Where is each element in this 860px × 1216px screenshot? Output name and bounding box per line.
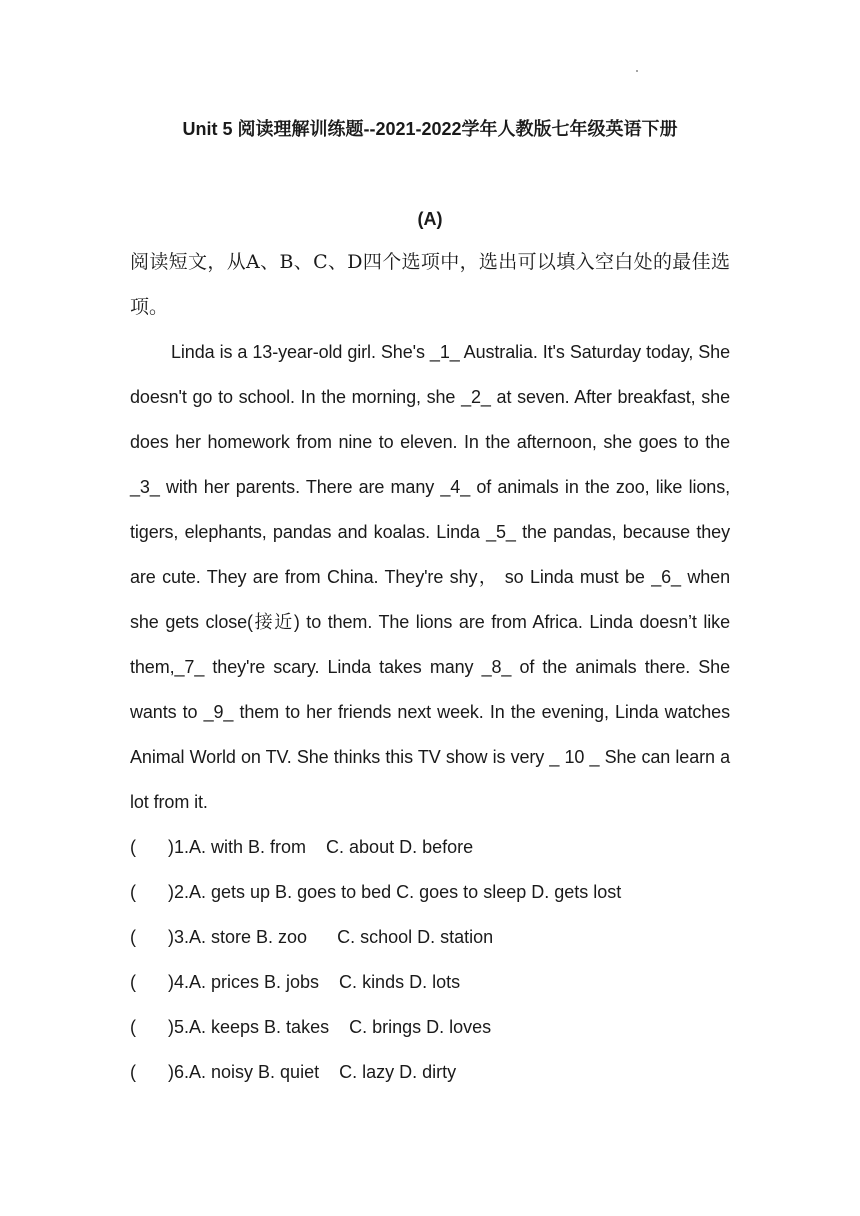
question-text: )2.A. gets up B. goes to bed C. goes to sleep D. gets lost [168,882,622,902]
question-item [130,1050,730,1095]
answer-blank: ( [130,1062,136,1082]
answer-blank: ( [130,1017,136,1037]
document-body [130,240,730,1095]
answer-blank: ( [130,927,136,947]
instruction-text: 阅读短文，从A、B、C、D四个选项中，选出可以填入空白处的最佳选项。 [130,251,730,318]
question-text: )3.A. store B. zoo C. school D. station [168,927,494,947]
page-mark [636,70,638,72]
question-text: )4.A. prices B. jobs C. kinds D. lots [168,972,461,992]
question-item [130,915,730,960]
question-text: )1.A. with B. from C. about D. before [168,837,474,857]
question-item [130,825,730,870]
question-item [130,870,730,915]
question-text: )5.A. keeps B. takes C. brings D. loves [168,1017,492,1037]
answer-blank: ( [130,882,136,902]
question-text: )6.A. noisy B. quiet C. lazy D. dirty [168,1062,457,1082]
document-title: Unit 5 阅读理解训练题--2021-2022学年人教版七年级英语下册 [182,119,678,139]
question-item [130,1005,730,1050]
question-list [130,825,730,1095]
question-item [130,960,730,1005]
answer-blank: ( [130,972,136,992]
reading-passage: Linda is a 13-year-old girl. She's _1_ Australia. It's Saturday today, She doesn't go to school. In the morning, she _2_ at seven. After breakfast, she does her homework from nine to eleven. In the afternoon, she goes to the _3_ with her parents. There are many _4_ of animals in the zoo, like lions, tigers, elephants, pandas and koalas. Linda _5_ the pandas, because they are cute. They are from China. They're shy， so Linda must be _6_ when she gets close(接近) to them. The lions are from Africa. Linda doesn’t like them,_7_ they're scary. Linda takes many _8_ of the animals there. She wants to _9_ them to her friends next week. In the evening, Linda watches Animal World on TV. She thinks this TV show is very _ 10 _ She can learn a lot from it. [130,342,730,812]
section-label: (A) [417,209,443,229]
answer-blank: ( [130,837,136,857]
